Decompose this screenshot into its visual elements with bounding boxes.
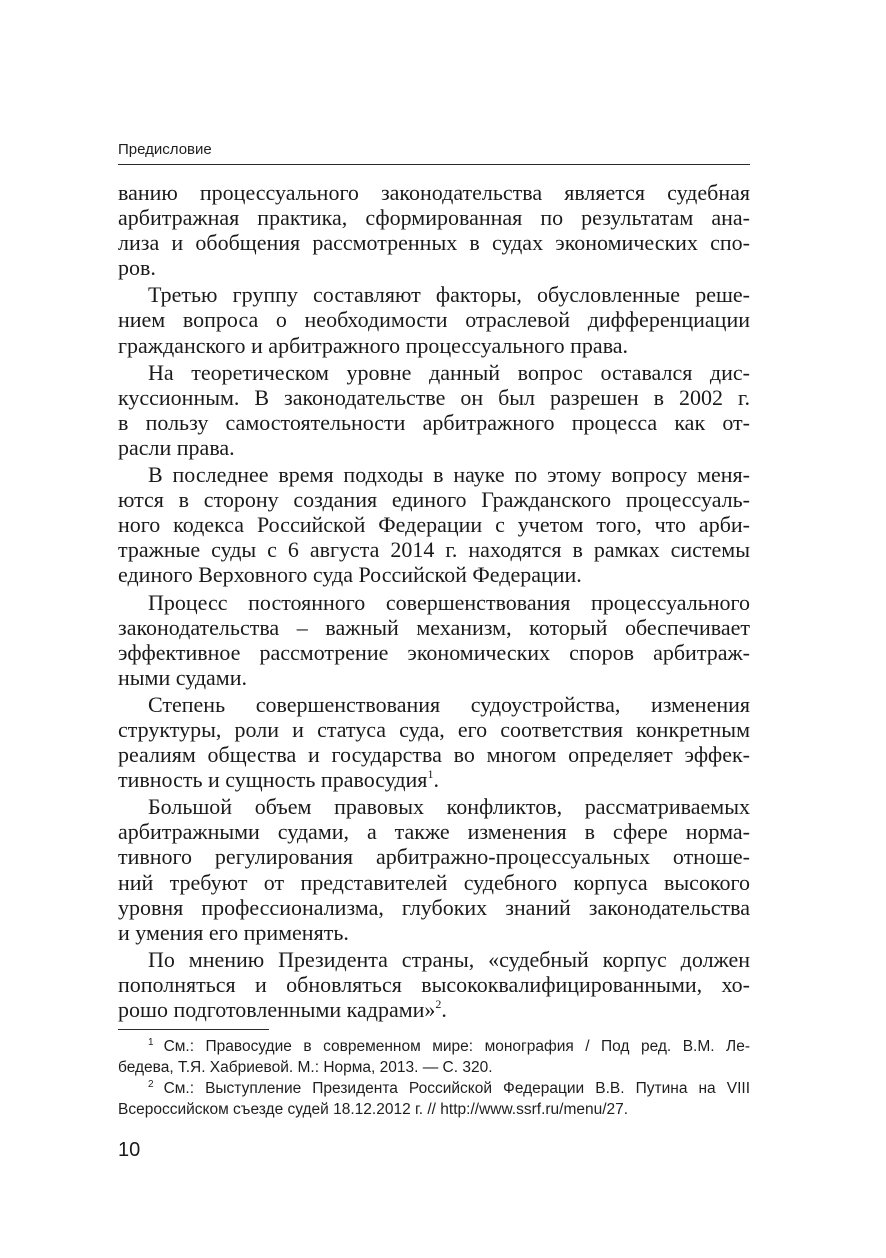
paragraph-7 [118, 794, 750, 945]
text-line: ются в сторону создания единого Гражданского процессуаль- [118, 487, 750, 513]
text-line: ными судами. [118, 664, 247, 690]
text-line: структуры, роли и статуса суда, его соответствия конкретным [118, 716, 750, 742]
text-line: гражданского и арбитражного процессуального права. [118, 332, 629, 358]
running-head-title: Предисловие [118, 141, 212, 158]
text-line: тражные суды с 6 августа 2014 г. находятся в рамках системы [118, 537, 750, 563]
text-line: и умения его применять. [118, 919, 349, 945]
text-line: реалиям общества и государства во многом определяет эффек- [118, 742, 750, 768]
text-line: арбитражная практика, сформированная по результатам ана- [118, 205, 750, 231]
footnote-separator [118, 1029, 269, 1030]
text-line: куссионным. В законодательстве он был разрешен в 2002 г. [118, 384, 750, 410]
text-line: единого Верховного суда Российской Федерации. [118, 562, 582, 588]
paragraph-6 [118, 692, 750, 792]
text-fragment: См.: Правосудие в современном мире: монография / Под ред. В.М. Ле- [163, 1038, 750, 1055]
text-fragment: См.: Выступление Президента Российской Федерации В.В. Путина на VIII [163, 1080, 750, 1097]
text-line: Степень совершенствования судоустройства, изменения [148, 691, 750, 717]
footnote-line: Всероссийском съезде судей 18.12.2012 г. // http://www.ssrf.ru/menu/27. [118, 1101, 629, 1118]
text-line: тивного регулирования арбитражно-процессуальных отноше- [118, 844, 750, 870]
text-line: уровня профессионализма, глубоких знаний законодательства [118, 894, 750, 920]
paragraph-8 [118, 947, 750, 1022]
text-line [118, 767, 750, 792]
text-line: лиза и обобщения рассмотренных в судах экономических спо- [118, 230, 750, 256]
text-line: в пользу самостоятельности арбитражного процесса как от- [118, 409, 750, 435]
text-line: Большой объем правовых конфликтов, рассматриваемых [148, 794, 750, 820]
footnote-ref-2[interactable]: 2 [435, 997, 442, 1011]
text-line: ний требуют от представителей судебного корпуса высокого [118, 869, 750, 895]
text-line: арбитражными судами, а также изменения в сфере норма- [118, 819, 750, 845]
text-line: пополняться и обновляться высококвалифицированными, хо- [118, 971, 750, 997]
text-fragment: рошо подготовленными кадрами» [118, 997, 436, 1022]
text-fragment: тивность и сущность правосудия [118, 767, 428, 793]
footnote-line: бедева, Т.Я. Хабриевой. М.: Норма, 2013. — С. 320. [118, 1059, 493, 1076]
text-line: Процесс постоянного совершенствования процессуального [148, 589, 750, 615]
footnote-2 [118, 1078, 750, 1120]
footnote-ref-1[interactable]: 1 [427, 767, 434, 782]
page-number: 10 [118, 1139, 141, 1161]
text-line: ного кодекса Российской Федерации с учетом того, что арби- [118, 512, 750, 538]
main-text [118, 180, 750, 1024]
text-fragment: . [433, 767, 439, 793]
text-line: Третью группу составляют факторы, обусловленные реше- [148, 282, 750, 308]
text-line: ров. [118, 255, 156, 281]
paragraph-1 [118, 180, 750, 280]
text-line: На теоретическом уровне данный вопрос оставался дис- [148, 359, 750, 385]
text-line: нием вопроса о необходимости отраслевой дифференциации [118, 307, 750, 333]
text-line: ванию процессуального законодательства является судебная [118, 180, 750, 205]
text-line: В последнее время подходы в науке по этому вопросу меня- [148, 462, 750, 488]
footnote-line [118, 1036, 750, 1057]
paragraph-3 [118, 360, 750, 460]
text-line: расли права. [118, 434, 235, 460]
text-line: законодательства – важный механизм, который обеспечивает [118, 614, 750, 640]
paragraph-4 [118, 462, 750, 587]
footnote-1 [118, 1036, 750, 1078]
text-line: эффективное рассмотрение экономических споров арбитраж- [118, 639, 750, 665]
text-fragment: . [441, 997, 447, 1022]
footnote-marker: 2 [148, 1079, 154, 1090]
footnote-marker: 1 [148, 1037, 154, 1048]
text-line: По мнению Президента страны, «судебный корпус должен [148, 946, 750, 972]
text-line [118, 997, 750, 1022]
footnote-line [118, 1078, 750, 1099]
footnotes [118, 1036, 750, 1120]
paragraph-2 [118, 282, 750, 357]
paragraph-5 [118, 590, 750, 690]
header-rule [118, 164, 750, 165]
